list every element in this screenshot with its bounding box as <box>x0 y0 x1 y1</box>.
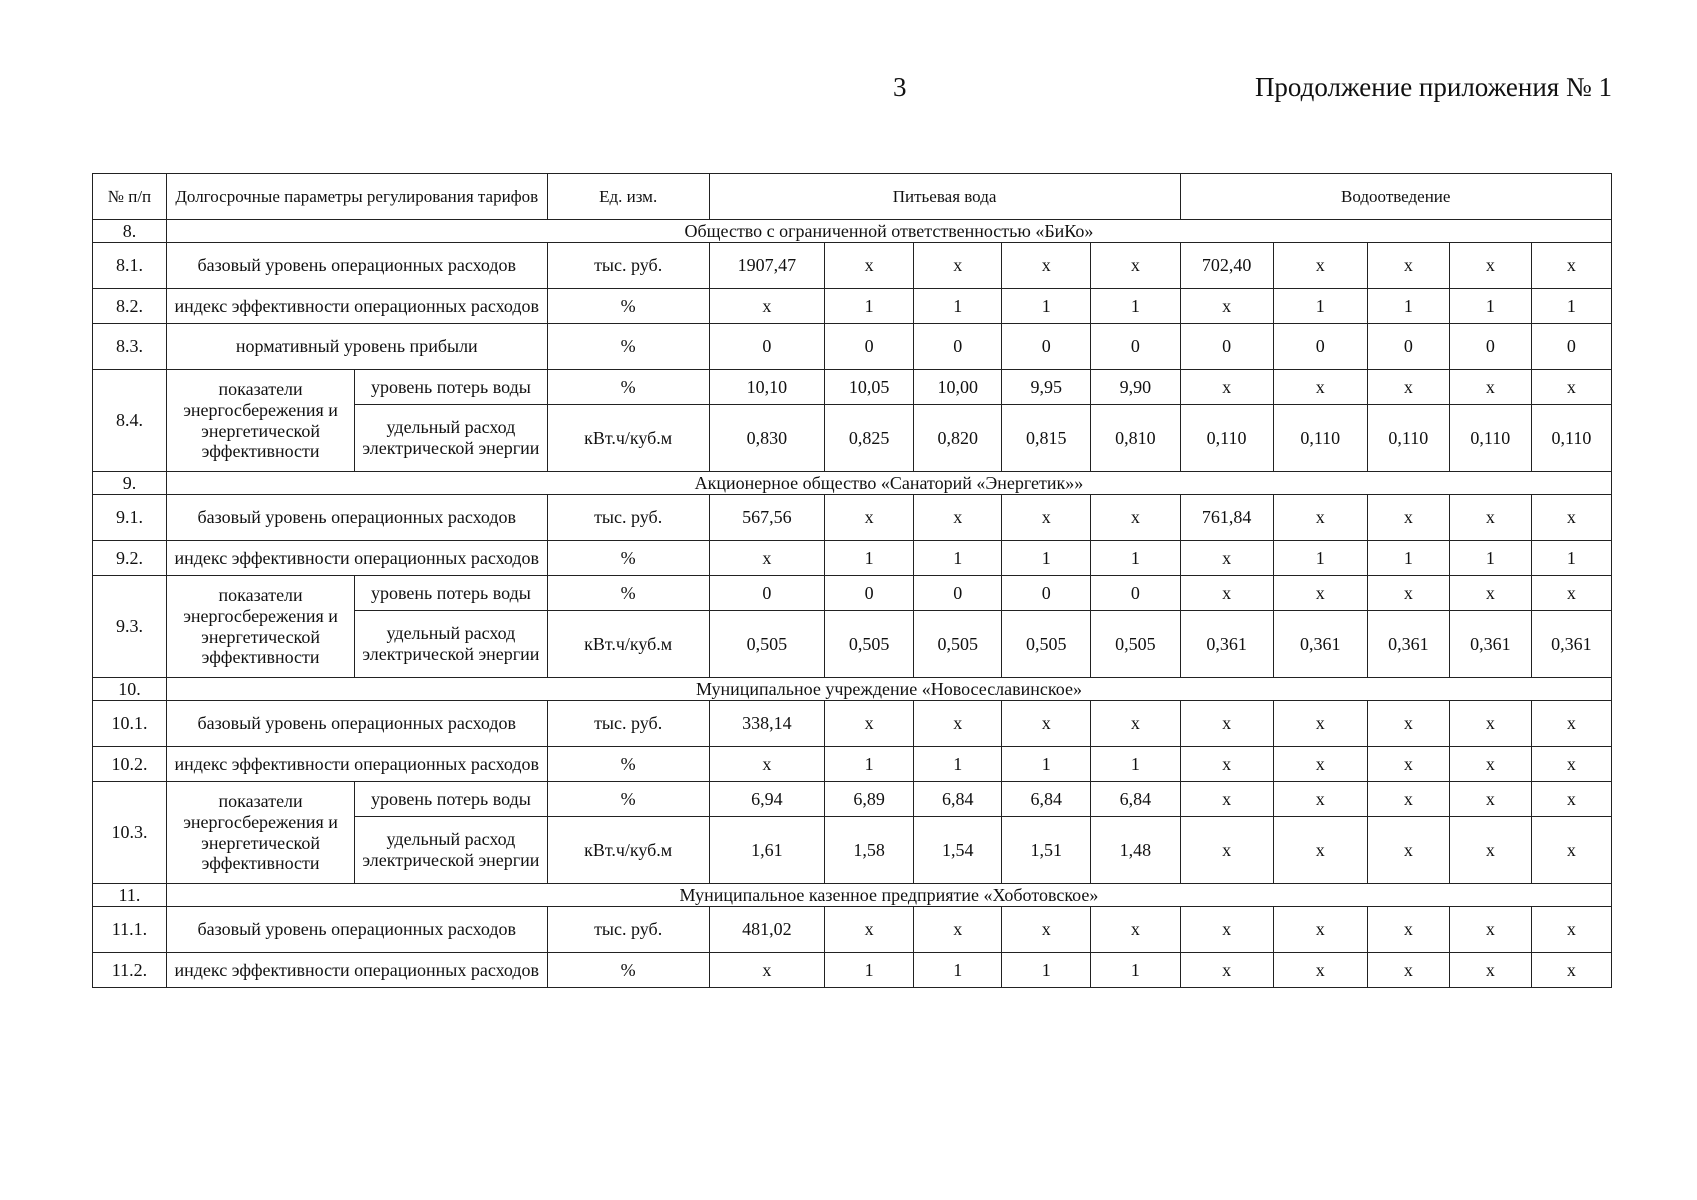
value-cell: х <box>1367 576 1449 611</box>
value-cell: х <box>1273 817 1367 884</box>
organization-name: Общество с ограниченной ответственностью «БиКо» <box>166 220 1611 243</box>
value-cell: х <box>1449 953 1531 988</box>
value-cell: х <box>1180 289 1273 324</box>
row-number: 10.3. <box>93 782 167 884</box>
value-cell: х <box>1180 370 1273 405</box>
unit-cell: % <box>547 782 709 817</box>
value-cell: 1 <box>1002 289 1091 324</box>
value-cell: х <box>1180 541 1273 576</box>
value-cell: 0 <box>1091 576 1180 611</box>
row-number: 8.4. <box>93 370 167 472</box>
table-row <box>93 747 1612 782</box>
value-cell: 1,61 <box>709 817 824 884</box>
value-cell: х <box>709 747 824 782</box>
value-cell: х <box>1273 576 1367 611</box>
org-row <box>93 220 1612 243</box>
value-cell: х <box>1531 495 1611 541</box>
value-cell: 1 <box>825 541 914 576</box>
value-cell: х <box>1531 907 1611 953</box>
value-cell: х <box>825 701 914 747</box>
parameter-name: базовый уровень операционных расходов <box>166 701 547 747</box>
energy-indicator-label: показатели энергосбережения и энергетической эффективности <box>166 576 354 678</box>
value-cell: х <box>1531 817 1611 884</box>
value-cell: х <box>1180 576 1273 611</box>
value-cell: 10,00 <box>914 370 1002 405</box>
row-number: 9.3. <box>93 576 167 678</box>
parameter-name: нормативный уровень прибыли <box>166 324 547 370</box>
value-cell: х <box>1449 782 1531 817</box>
table-body <box>93 220 1612 988</box>
col-header-unit: Ед. изм. <box>547 174 709 220</box>
parameter-name: индекс эффективности операционных расходов <box>166 953 547 988</box>
unit-cell: кВт.ч/куб.м <box>547 405 709 472</box>
value-cell: 1 <box>825 747 914 782</box>
value-cell: х <box>1091 701 1180 747</box>
table-row <box>93 289 1612 324</box>
value-cell: х <box>1531 747 1611 782</box>
value-cell: 0 <box>1449 324 1531 370</box>
sub-parameter-name: удельный расход электрической энергии <box>355 817 547 884</box>
value-cell: 1,48 <box>1091 817 1180 884</box>
unit-cell: тыс. руб. <box>547 495 709 541</box>
table-row <box>93 701 1612 747</box>
value-cell: 0,815 <box>1002 405 1091 472</box>
value-cell: х <box>825 243 914 289</box>
unit-cell: тыс. руб. <box>547 701 709 747</box>
value-cell: 1907,47 <box>709 243 824 289</box>
value-cell: 0 <box>1002 324 1091 370</box>
value-cell: х <box>1180 747 1273 782</box>
sub-parameter-name: уровень потерь воды <box>355 782 547 817</box>
value-cell: 0 <box>825 324 914 370</box>
value-cell: 10,10 <box>709 370 824 405</box>
value-cell: 1 <box>825 953 914 988</box>
value-cell: 0,505 <box>1091 611 1180 678</box>
row-number: 10.2. <box>93 747 167 782</box>
value-cell: х <box>1531 370 1611 405</box>
value-cell: х <box>1449 243 1531 289</box>
value-cell: 1 <box>914 541 1002 576</box>
value-cell: х <box>1180 817 1273 884</box>
value-cell: х <box>914 243 1002 289</box>
value-cell: 1 <box>914 953 1002 988</box>
value-cell: 0,110 <box>1449 405 1531 472</box>
value-cell: х <box>1449 576 1531 611</box>
value-cell: 0,830 <box>709 405 824 472</box>
value-cell: х <box>1180 782 1273 817</box>
group-number: 11. <box>93 884 167 907</box>
value-cell: х <box>825 907 914 953</box>
value-cell: х <box>1273 243 1367 289</box>
group-number: 10. <box>93 678 167 701</box>
value-cell: 0,361 <box>1273 611 1367 678</box>
value-cell: 1 <box>914 747 1002 782</box>
value-cell: х <box>1002 907 1091 953</box>
value-cell: 1 <box>1273 541 1367 576</box>
value-cell: 0,820 <box>914 405 1002 472</box>
unit-cell: % <box>547 289 709 324</box>
value-cell: 0 <box>914 324 1002 370</box>
group-number: 9. <box>93 472 167 495</box>
value-cell: х <box>1367 907 1449 953</box>
value-cell: х <box>1273 953 1367 988</box>
value-cell: х <box>1002 243 1091 289</box>
row-number: 11.1. <box>93 907 167 953</box>
value-cell: 0,361 <box>1180 611 1273 678</box>
unit-cell: тыс. руб. <box>547 243 709 289</box>
table-row <box>93 907 1612 953</box>
col-header-water: Питьевая вода <box>709 174 1180 220</box>
value-cell: 1 <box>914 289 1002 324</box>
value-cell: 1 <box>1002 953 1091 988</box>
unit-cell: % <box>547 370 709 405</box>
value-cell: 0,505 <box>709 611 824 678</box>
value-cell: х <box>1002 701 1091 747</box>
table-header-row <box>93 174 1612 220</box>
parameter-name: базовый уровень операционных расходов <box>166 495 547 541</box>
sub-parameter-name: удельный расход электрической энергии <box>355 405 547 472</box>
value-cell: 0 <box>709 576 824 611</box>
unit-cell: кВт.ч/куб.м <box>547 611 709 678</box>
table-row <box>93 243 1612 289</box>
value-cell: х <box>1531 953 1611 988</box>
value-cell: 0 <box>1273 324 1367 370</box>
value-cell: х <box>1180 907 1273 953</box>
org-row <box>93 884 1612 907</box>
parameter-name: индекс эффективности операционных расходов <box>166 541 547 576</box>
value-cell: 338,14 <box>709 701 824 747</box>
value-cell: х <box>1273 701 1367 747</box>
organization-name: Муниципальное казенное предприятие «Хоботовское» <box>166 884 1611 907</box>
value-cell: 1 <box>1091 747 1180 782</box>
value-cell: х <box>709 541 824 576</box>
parameter-name: базовый уровень операционных расходов <box>166 243 547 289</box>
value-cell: 1 <box>1091 289 1180 324</box>
energy-indicator-label: показатели энергосбережения и энергетической эффективности <box>166 370 354 472</box>
value-cell: 9,95 <box>1002 370 1091 405</box>
value-cell: 6,84 <box>1002 782 1091 817</box>
value-cell: х <box>1449 370 1531 405</box>
value-cell: 1 <box>1091 541 1180 576</box>
value-cell: х <box>1449 817 1531 884</box>
parameter-name: базовый уровень операционных расходов <box>166 907 547 953</box>
value-cell: х <box>1091 495 1180 541</box>
table-row <box>93 576 1612 611</box>
value-cell: 761,84 <box>1180 495 1273 541</box>
organization-name: Муниципальное учреждение «Новосеславинское» <box>166 678 1611 701</box>
value-cell: 702,40 <box>1180 243 1273 289</box>
unit-cell: % <box>547 541 709 576</box>
value-cell: х <box>1531 576 1611 611</box>
value-cell: 6,84 <box>1091 782 1180 817</box>
value-cell: 6,84 <box>914 782 1002 817</box>
unit-cell: % <box>547 576 709 611</box>
value-cell: х <box>1367 817 1449 884</box>
value-cell: 0,110 <box>1273 405 1367 472</box>
value-cell: 1 <box>1273 289 1367 324</box>
value-cell: 0,361 <box>1531 611 1611 678</box>
row-number: 9.2. <box>93 541 167 576</box>
value-cell: 0,810 <box>1091 405 1180 472</box>
unit-cell: % <box>547 953 709 988</box>
sub-parameter-name: удельный расход электрической энергии <box>355 611 547 678</box>
page-number: 3 <box>893 72 907 102</box>
parameter-name: индекс эффективности операционных расходов <box>166 747 547 782</box>
value-cell: 6,94 <box>709 782 824 817</box>
col-header-param: Долгосрочные параметры регулирования тарифов <box>166 174 547 220</box>
value-cell: х <box>1367 370 1449 405</box>
value-cell: х <box>1531 701 1611 747</box>
value-cell: 0,361 <box>1449 611 1531 678</box>
unit-cell: % <box>547 324 709 370</box>
row-number: 11.2. <box>93 953 167 988</box>
value-cell: х <box>914 701 1002 747</box>
value-cell: 1 <box>1367 289 1449 324</box>
sub-parameter-name: уровень потерь воды <box>355 370 547 405</box>
unit-cell: % <box>547 747 709 782</box>
value-cell: 9,90 <box>1091 370 1180 405</box>
value-cell: 0 <box>1091 324 1180 370</box>
value-cell: 1 <box>1531 289 1611 324</box>
row-number: 8.1. <box>93 243 167 289</box>
unit-cell: тыс. руб. <box>547 907 709 953</box>
value-cell: 6,89 <box>825 782 914 817</box>
value-cell: х <box>825 495 914 541</box>
value-cell: 0 <box>709 324 824 370</box>
value-cell: 1,51 <box>1002 817 1091 884</box>
value-cell: 0 <box>914 576 1002 611</box>
value-cell: 0,110 <box>1367 405 1449 472</box>
value-cell: х <box>1273 782 1367 817</box>
parameter-name: индекс эффективности операционных расходов <box>166 289 547 324</box>
value-cell: 0,110 <box>1531 405 1611 472</box>
value-cell: 1 <box>1091 953 1180 988</box>
value-cell: х <box>914 907 1002 953</box>
organization-name: Акционерное общество «Санаторий «Энергетик»» <box>166 472 1611 495</box>
value-cell: 1 <box>1367 541 1449 576</box>
value-cell: х <box>1531 243 1611 289</box>
value-cell: 1 <box>1449 541 1531 576</box>
value-cell: х <box>1091 907 1180 953</box>
value-cell: х <box>1449 701 1531 747</box>
unit-cell: кВт.ч/куб.м <box>547 817 709 884</box>
value-cell: х <box>1367 747 1449 782</box>
appendix-title: Продолжение приложения № 1 <box>1254 72 1612 102</box>
value-cell: 1 <box>825 289 914 324</box>
value-cell: х <box>1273 495 1367 541</box>
tariff-parameters-table <box>92 173 1612 988</box>
table-row <box>93 953 1612 988</box>
value-cell: х <box>1273 747 1367 782</box>
value-cell: 0,110 <box>1180 405 1273 472</box>
value-cell: х <box>1002 495 1091 541</box>
value-cell: х <box>1180 701 1273 747</box>
row-number: 9.1. <box>93 495 167 541</box>
value-cell: х <box>1273 370 1367 405</box>
table-row <box>93 782 1612 817</box>
value-cell: х <box>1367 953 1449 988</box>
value-cell: х <box>1531 782 1611 817</box>
value-cell: 567,56 <box>709 495 824 541</box>
value-cell: 0,505 <box>1002 611 1091 678</box>
value-cell: х <box>1449 747 1531 782</box>
value-cell: х <box>709 953 824 988</box>
value-cell: х <box>1449 907 1531 953</box>
sub-parameter-name: уровень потерь воды <box>355 576 547 611</box>
row-number: 8.2. <box>93 289 167 324</box>
value-cell: 1 <box>1449 289 1531 324</box>
value-cell: х <box>1273 907 1367 953</box>
table-row <box>93 370 1612 405</box>
value-cell: х <box>1367 243 1449 289</box>
table-row <box>93 324 1612 370</box>
energy-indicator-label: показатели энергосбережения и энергетической эффективности <box>166 782 354 884</box>
value-cell: х <box>1091 243 1180 289</box>
value-cell: х <box>1449 495 1531 541</box>
row-number: 8.3. <box>93 324 167 370</box>
value-cell: 0,361 <box>1367 611 1449 678</box>
group-number: 8. <box>93 220 167 243</box>
value-cell: х <box>709 289 824 324</box>
table-row <box>93 495 1612 541</box>
value-cell: 0 <box>825 576 914 611</box>
value-cell: 1 <box>1002 747 1091 782</box>
value-cell: 1,54 <box>914 817 1002 884</box>
value-cell: 10,05 <box>825 370 914 405</box>
value-cell: х <box>1367 701 1449 747</box>
value-cell: 0,825 <box>825 405 914 472</box>
row-number: 10.1. <box>93 701 167 747</box>
value-cell: х <box>1367 495 1449 541</box>
table-row <box>93 541 1612 576</box>
value-cell: 0 <box>1180 324 1273 370</box>
value-cell: 1 <box>1531 541 1611 576</box>
value-cell: 1,58 <box>825 817 914 884</box>
col-header-sewage: Водоотведение <box>1180 174 1612 220</box>
value-cell: х <box>1367 782 1449 817</box>
value-cell: 0 <box>1367 324 1449 370</box>
value-cell: 481,02 <box>709 907 824 953</box>
value-cell: х <box>914 495 1002 541</box>
value-cell: 0,505 <box>914 611 1002 678</box>
value-cell: 0 <box>1531 324 1611 370</box>
value-cell: 1 <box>1002 541 1091 576</box>
col-header-num: № п/п <box>93 174 167 220</box>
value-cell: х <box>1180 953 1273 988</box>
value-cell: 0 <box>1002 576 1091 611</box>
value-cell: 0,505 <box>825 611 914 678</box>
org-row <box>93 472 1612 495</box>
org-row <box>93 678 1612 701</box>
